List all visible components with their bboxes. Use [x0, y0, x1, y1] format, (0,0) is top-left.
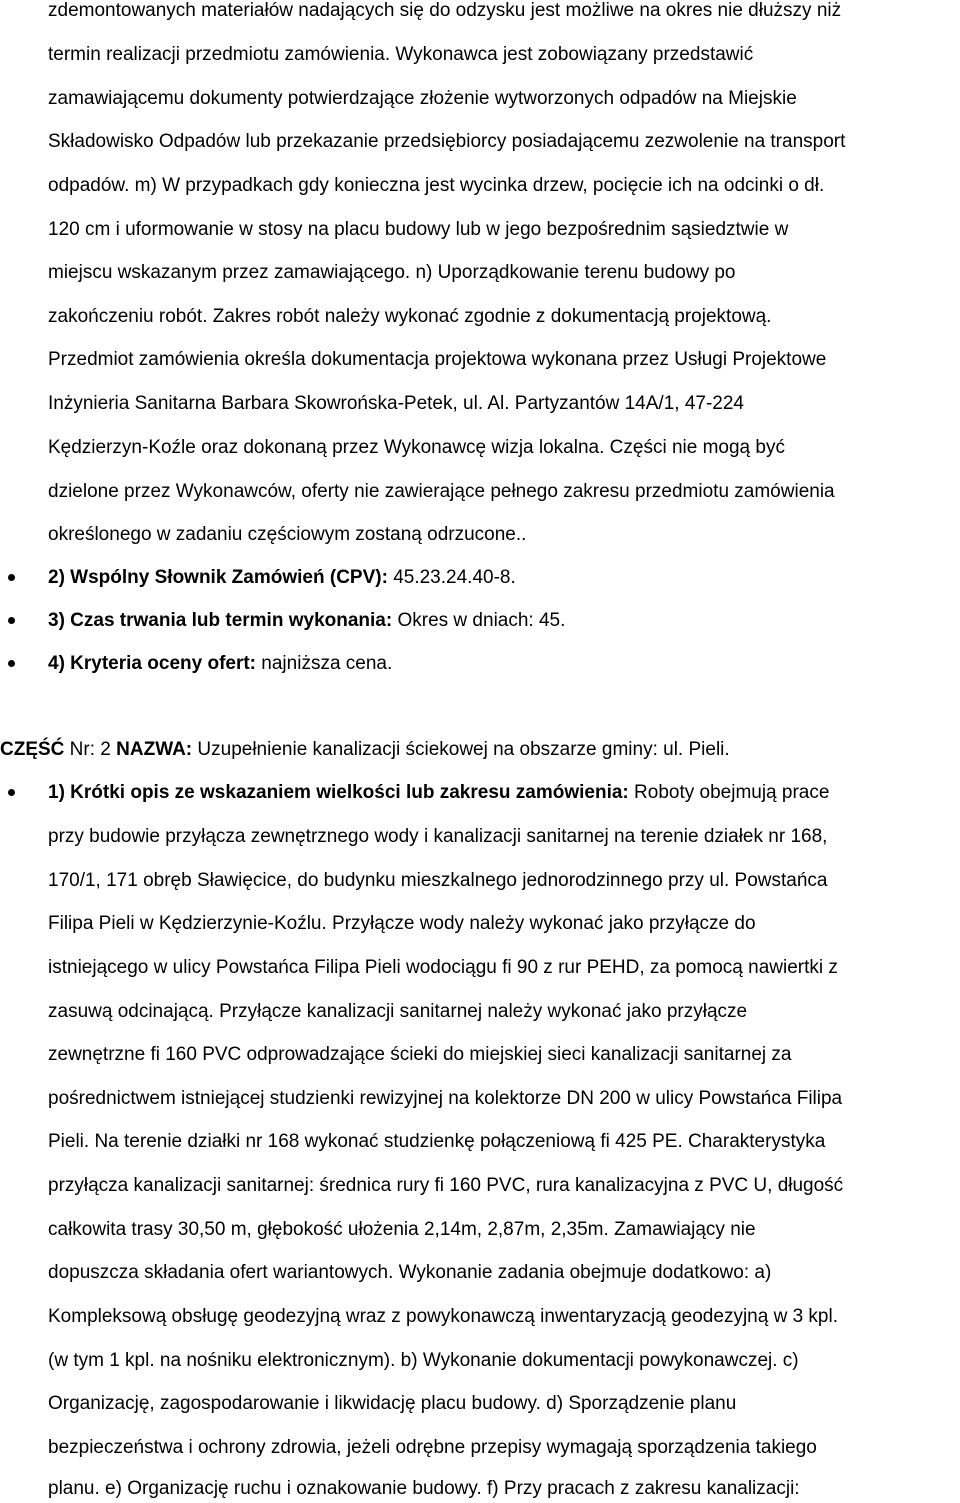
- text-line: planu. e) Organizację ruchu i oznakowanie budowy. f) Przy pracach z zakresu kanalizacji:: [48, 1478, 800, 1499]
- criteria-value: najniższa cena.: [256, 653, 393, 674]
- text-line: przyłącza kanalizacji sanitarnej: średnica rury fi 160 PVC, rura kanalizacyjna z PVC U, długość: [48, 1175, 844, 1196]
- part-name: Uzupełnienie kanalizacji ściekowej na obszarze gminy: ul. Pieli.: [192, 739, 730, 760]
- part-number: Nr: 2: [64, 739, 117, 760]
- cpv-item: [48, 567, 516, 589]
- text-line: Filipa Pieli w Kędzierzynie-Koźlu. Przyłącze wody należy wykonać jako przyłącze do: [48, 913, 756, 934]
- bullet-icon: [8, 617, 15, 624]
- duration-value: Okres w dniach: 45.: [392, 610, 566, 631]
- text-line: dopuszcza składania ofert wariantowych. Wykonanie zadania obejmuje dodatkowo: a): [48, 1262, 772, 1283]
- text-line: zasuwą odcinającą. Przyłącze kanalizacji sanitarnej należy wykonać jako przyłącze: [48, 1001, 748, 1022]
- text-line: istniejącego w ulicy Powstańca Filipa Pieli wodociągu fi 90 z rur PEHD, za pomocą nawiertki z: [48, 957, 838, 978]
- text-line: całkowita trasy 30,50 m, głębokość ułożenia 2,14m, 2,87m, 2,35m. Zamawiający nie: [48, 1219, 756, 1240]
- bullet-icon: [8, 789, 15, 796]
- text-line: zamawiającemu dokumenty potwierdzające złożenie wytworzonych odpadów na Miejskie: [48, 88, 797, 109]
- text-line: Kędzierzyn-Koźle oraz dokonaną przez Wykonawcę wizja lokalna. Części nie mogą być: [48, 437, 785, 458]
- text-line: Inżynieria Sanitarna Barbara Skowrońska-Petek, ul. Al. Partyzantów 14A/1, 47-224: [48, 393, 744, 414]
- text-line: określonego w zadaniu częściowym zostaną odrzucone..: [48, 524, 527, 545]
- cpv-value: 45.23.24.40-8.: [387, 567, 516, 588]
- text-line: 120 cm i uformowanie w stosy na placu budowy lub w jego bezpośrednim sąsiedztwie w: [48, 219, 789, 240]
- part-header: [0, 739, 730, 761]
- text-line: pośrednictwem istniejącej studzienki rewizyjnej na kolektorze DN 200 w ulicy Powstańca Filipa: [48, 1088, 843, 1109]
- text-line: zdemontowanych materiałów nadających się do odzysku jest możliwe na okres nie dłuższy niż: [48, 0, 842, 21]
- duration-item: [48, 610, 565, 632]
- cpv-label: 2) Wspólny Słownik Zamówień (CPV):: [48, 567, 388, 588]
- part-label: CZĘŚĆ: [0, 739, 65, 760]
- criteria-item: [48, 653, 392, 675]
- text-line: bezpieczeństwa i ochrony zdrowia, jeżeli odrębne przepisy wymagają sporządzenia takiego: [48, 1437, 817, 1458]
- text-line: Pieli. Na terenie działki nr 168 wykonać studzienkę połączeniową fi 425 PE. Charakterystyka: [48, 1131, 826, 1152]
- description-text: Roboty obejmują prace: [628, 782, 830, 803]
- name-label: NAZWA:: [116, 739, 193, 760]
- description-first-line: [48, 782, 829, 804]
- text-line: Organizację, zagospodarowanie i likwidację placu budowy. d) Sporządzenie planu: [48, 1393, 737, 1414]
- text-line: Kompleksową obsługę geodezyjną wraz z powykonawczą inwentaryzacją geodezyjną w 3 kpl.: [48, 1306, 838, 1327]
- text-line: zakończeniu robót. Zakres robót należy wykonać zgodnie z dokumentacją projektową.: [48, 306, 772, 327]
- text-line: (w tym 1 kpl. na nośniku elektronicznym). b) Wykonanie dokumentacji powykonawczej. c): [48, 1350, 799, 1371]
- duration-label: 3) Czas trwania lub termin wykonania:: [48, 610, 393, 631]
- text-line: miejscu wskazanym przez zamawiającego. n) Uporządkowanie terenu budowy po: [48, 262, 736, 283]
- text-line: Przedmiot zamówienia określa dokumentacja projektowa wykonana przez Usługi Projektowe: [48, 349, 827, 370]
- text-line: zewnętrzne fi 160 PVC odprowadzające ścieki do miejskiej sieci kanalizacji sanitarnej za: [48, 1044, 792, 1065]
- text-line: 170/1, 171 obręb Sławięcice, do budynku mieszkalnego jednorodzinnego przy ul. Powstańca: [48, 870, 828, 891]
- text-line: dzielone przez Wykonawców, oferty nie zawierające pełnego zakresu przedmiotu zamówienia: [48, 481, 835, 502]
- bullet-icon: [8, 574, 15, 581]
- text-line: przy budowie przyłącza zewnętrznego wody i kanalizacji sanitarnej na terenie działek nr 168,: [48, 826, 828, 847]
- criteria-label: 4) Kryteria oceny ofert:: [48, 653, 257, 674]
- text-line: termin realizacji przedmiotu zamówienia. Wykonawca jest zobowiązany przedstawić: [48, 44, 754, 65]
- description-label: 1) Krótki opis ze wskazaniem wielkości lub zakresu zamówienia:: [48, 782, 629, 803]
- text-line: Składowisko Odpadów lub przekazanie przedsiębiorcy posiadającemu zezwolenie na transport: [48, 131, 846, 152]
- text-line: odpadów. m) W przypadkach gdy konieczna jest wycinka drzew, pocięcie ich na odcinki o dł.: [48, 175, 825, 196]
- bullet-icon: [8, 660, 15, 667]
